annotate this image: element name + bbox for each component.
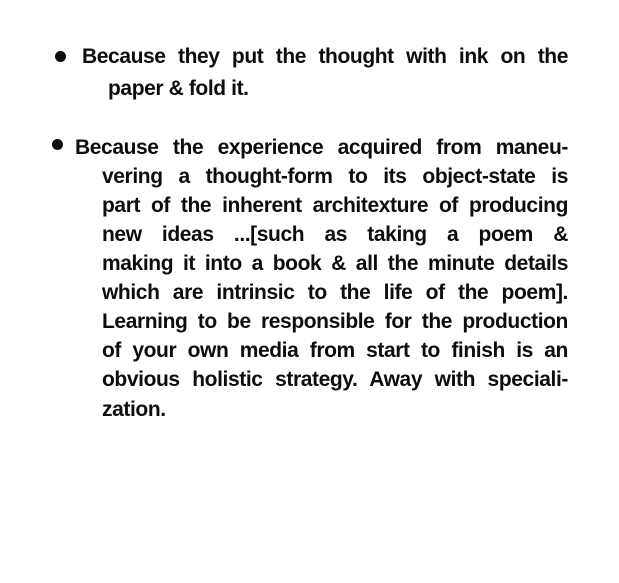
text-line: paper & fold it. <box>108 77 249 100</box>
text-line: Learning to be responsible for the production <box>102 310 568 333</box>
bullet-marker-icon <box>52 139 63 150</box>
text-line: vering a thought-form to its object-state is <box>102 165 568 188</box>
text-line: zation. <box>102 398 166 421</box>
text-line: Because they put the thought with ink on the <box>82 45 568 68</box>
text-line: obvious holistic strategy. Away with speciali- <box>102 368 568 391</box>
text-line: Because the experience acquired from maneu- <box>75 136 568 159</box>
text-line: which are intrinsic to the life of the poem]. <box>102 281 568 304</box>
text-line: new ideas ...[such as taking a poem & <box>102 223 568 246</box>
text-line: part of the inherent architexture of producing <box>102 194 568 217</box>
bullet-marker-icon <box>55 51 66 62</box>
text-line: making it into a book & all the minute details <box>102 252 568 275</box>
text-line: of your own media from start to finish is an <box>102 339 568 362</box>
